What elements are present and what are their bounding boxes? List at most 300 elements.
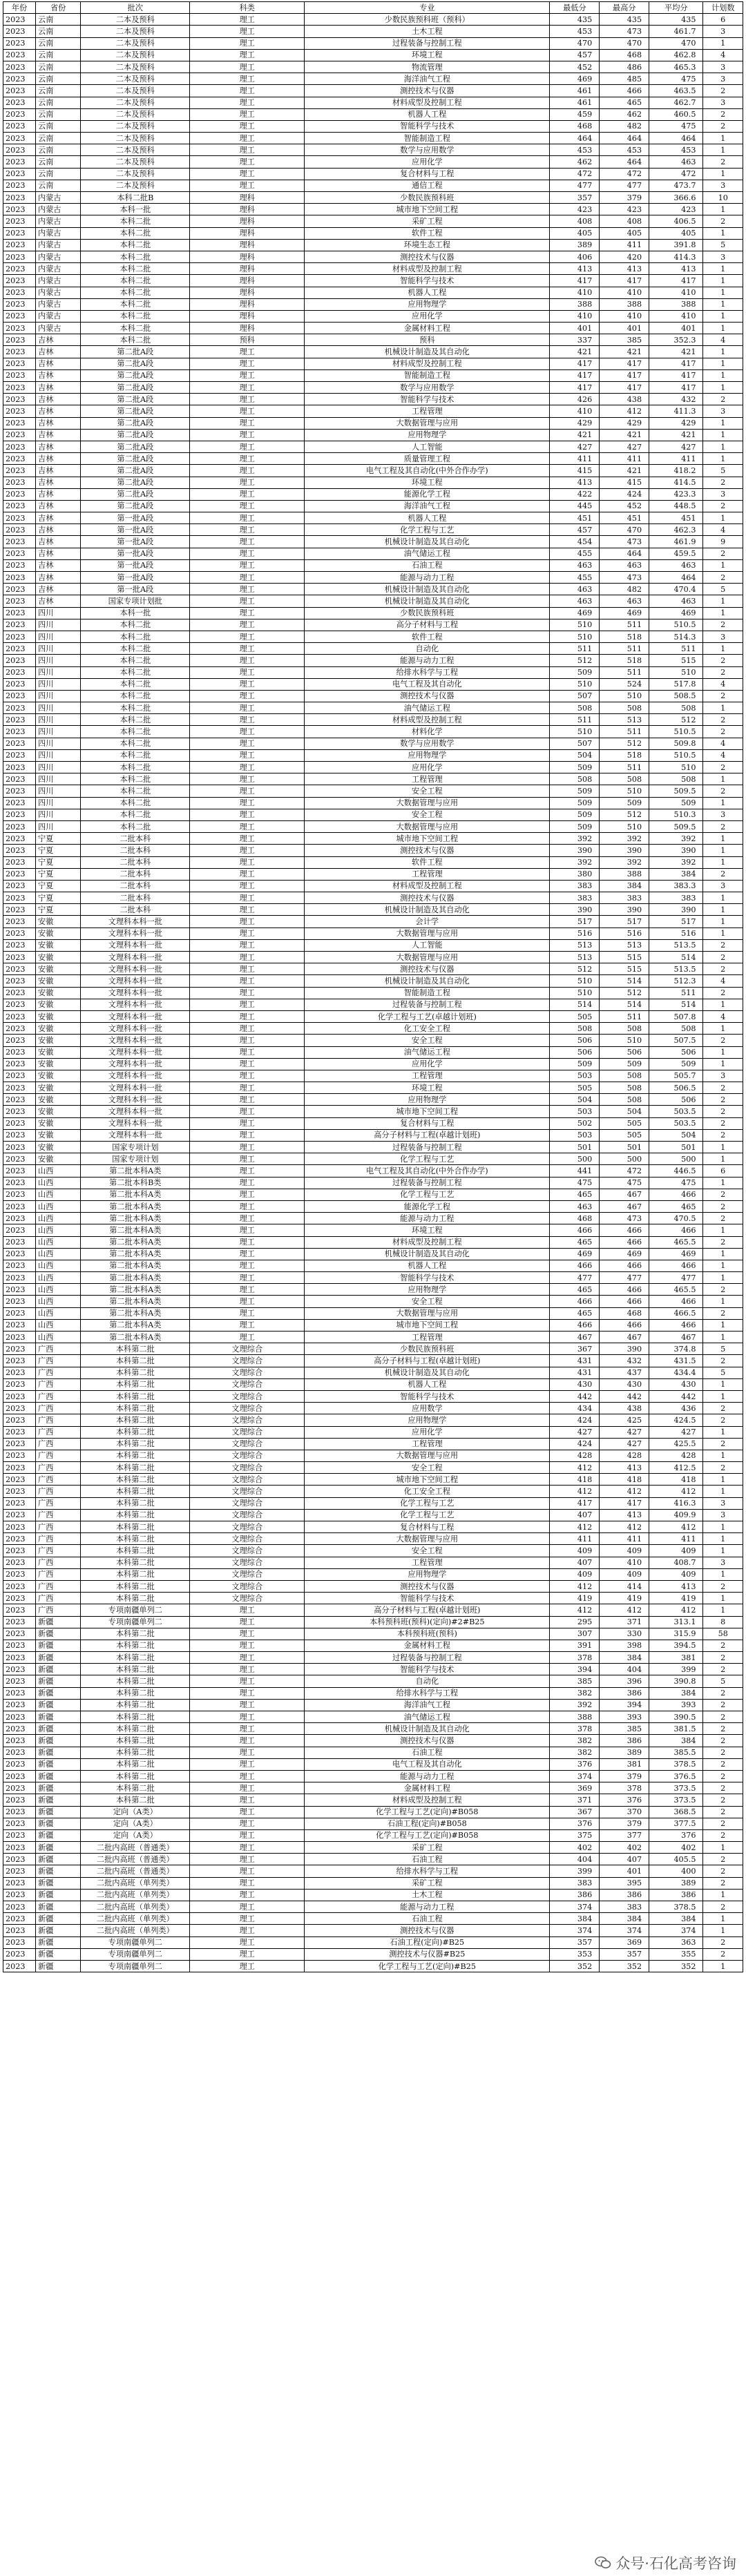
cell-province: 四川 <box>36 809 81 820</box>
cell-plan-count: 5 <box>703 1367 743 1378</box>
cell-avg-score: 514 <box>649 999 703 1010</box>
cell-max-score: 409 <box>600 1568 649 1580</box>
cell-max-score: 379 <box>600 1818 649 1829</box>
cell-plan-count: 1 <box>703 1842 743 1854</box>
table-row <box>3 1521 743 1533</box>
cell-min-score: 463 <box>550 559 600 571</box>
cell-province: 广西 <box>36 1414 81 1426</box>
cell-plan-count: 2 <box>703 548 743 559</box>
cell-year: 2023 <box>3 584 36 595</box>
cell-category: 理工 <box>190 156 305 168</box>
cell-max-score: 470 <box>600 524 649 536</box>
table-row <box>3 1889 743 1901</box>
cell-batch: 本科二批 <box>81 251 190 262</box>
table-row <box>3 453 743 465</box>
cell-year: 2023 <box>3 1224 36 1236</box>
cell-category: 文理综合 <box>190 1390 305 1402</box>
cell-major: 少数民族预科班 <box>305 1343 550 1355</box>
cell-province: 内蒙古 <box>36 287 81 298</box>
cell-plan-count: 2 <box>703 762 743 773</box>
cell-batch: 本科第二批 <box>81 1628 190 1640</box>
cell-major: 材料成型及控制工程 <box>305 1794 550 1806</box>
cell-batch: 专项南疆单列二 <box>81 1948 190 1960</box>
cell-province: 新疆 <box>36 1794 81 1806</box>
cell-category: 理工 <box>190 690 305 702</box>
cell-max-score: 512 <box>600 738 649 749</box>
cell-avg-score: 352.3 <box>649 334 703 346</box>
cell-category: 理工 <box>190 1687 305 1699</box>
cell-min-score: 511 <box>550 714 600 726</box>
cell-avg-score: 352 <box>649 1960 703 1972</box>
cell-max-score: 514 <box>600 975 649 987</box>
cell-category: 文理综合 <box>190 1367 305 1378</box>
cell-category: 理工 <box>190 453 305 465</box>
cell-year: 2023 <box>3 1378 36 1390</box>
cell-batch: 二本及预科 <box>81 156 190 168</box>
cell-major: 人工智能 <box>305 939 550 951</box>
cell-avg-score: 475 <box>649 73 703 85</box>
cell-province: 四川 <box>36 643 81 655</box>
table-row <box>3 939 743 951</box>
cell-avg-score: 461.9 <box>649 536 703 548</box>
cell-province: 广西 <box>36 1568 81 1580</box>
cell-major: 软件工程 <box>305 856 550 868</box>
cell-major: 金属材料工程 <box>305 1782 550 1794</box>
cell-max-score: 410 <box>600 287 649 298</box>
cell-avg-score: 385.5 <box>649 1747 703 1758</box>
cell-category: 理工 <box>190 1046 305 1058</box>
cell-min-score: 468 <box>550 120 600 132</box>
cell-year: 2023 <box>3 1236 36 1248</box>
cell-province: 内蒙古 <box>36 204 81 215</box>
cell-year: 2023 <box>3 287 36 298</box>
cell-max-score: 485 <box>600 73 649 85</box>
cell-batch: 二批本科 <box>81 904 190 916</box>
cell-major: 电气工程及其自动化(中外合作办学) <box>305 1165 550 1177</box>
cell-major: 大数据管理与应用 <box>305 797 550 809</box>
cell-plan-count: 1 <box>703 133 743 144</box>
cell-province: 四川 <box>36 762 81 773</box>
cell-max-score: 515 <box>600 952 649 963</box>
cell-batch: 本科二批 <box>81 287 190 298</box>
cell-category: 理工 <box>190 939 305 951</box>
cell-min-score: 452 <box>550 61 600 73</box>
cell-avg-score: 448.5 <box>649 500 703 512</box>
cell-year: 2023 <box>3 690 36 702</box>
cell-min-score: 415 <box>550 465 600 477</box>
cell-province: 广西 <box>36 1426 81 1438</box>
cell-year: 2023 <box>3 1082 36 1094</box>
cell-max-score: 389 <box>600 1747 649 1758</box>
cell-min-score: 378 <box>550 1652 600 1664</box>
table-row <box>3 334 743 346</box>
cell-max-score: 412 <box>600 1521 649 1533</box>
cell-min-score: 431 <box>550 1355 600 1367</box>
cell-plan-count: 5 <box>703 1343 743 1355</box>
table-row <box>3 1343 743 1355</box>
cell-plan-count: 2 <box>703 1782 743 1794</box>
table-row <box>3 500 743 512</box>
table-row <box>3 690 743 702</box>
cell-avg-score: 411 <box>649 453 703 465</box>
cell-year: 2023 <box>3 215 36 227</box>
cell-plan-count: 4 <box>703 738 743 749</box>
cell-major: 油气储运工程 <box>305 548 550 559</box>
cell-min-score: 505 <box>550 1010 600 1022</box>
cell-major: 化学工程与工艺 <box>305 1189 550 1200</box>
cell-category: 文理综合 <box>190 1414 305 1426</box>
cell-category: 理工 <box>190 833 305 845</box>
table-row <box>3 749 743 761</box>
cell-year: 2023 <box>3 37 36 49</box>
cell-batch: 第二批本科A类 <box>81 1213 190 1224</box>
cell-min-score: 378 <box>550 1723 600 1735</box>
cell-max-score: 473 <box>600 572 649 584</box>
cell-major: 材料成型及控制工程 <box>305 358 550 369</box>
cell-max-score: 510 <box>600 785 649 797</box>
cell-batch: 本科第二批 <box>81 1367 190 1378</box>
cell-year: 2023 <box>3 1462 36 1474</box>
cell-avg-score: 431.5 <box>649 1355 703 1367</box>
cell-category: 理工 <box>190 1213 305 1224</box>
cell-batch: 文理科本科一批 <box>81 987 190 999</box>
cell-year: 2023 <box>3 1818 36 1829</box>
cell-major: 测控技术与仪器 <box>305 1925 550 1936</box>
cell-max-score: 385 <box>600 334 649 346</box>
cell-major: 土木工程 <box>305 1889 550 1901</box>
cell-category: 文理综合 <box>190 1580 305 1592</box>
cell-year: 2023 <box>3 559 36 571</box>
cell-avg-score: 453 <box>649 144 703 156</box>
table-row <box>3 845 743 856</box>
cell-max-score: 424 <box>600 488 649 500</box>
cell-province: 新疆 <box>36 1735 81 1747</box>
cell-min-score: 385 <box>550 1675 600 1687</box>
cell-min-score: 442 <box>550 1390 600 1402</box>
cell-plan-count: 1 <box>703 559 743 571</box>
cell-major: 城市地下空间工程 <box>305 204 550 215</box>
cell-major: 少数民族预科班（预科） <box>305 14 550 26</box>
cell-category: 预科 <box>190 334 305 346</box>
cell-category: 理工 <box>190 73 305 85</box>
cell-batch: 本科二批 <box>81 239 190 251</box>
table-row <box>3 251 743 262</box>
cell-min-score: 412 <box>550 1486 600 1497</box>
cell-year: 2023 <box>3 643 36 655</box>
cell-avg-score: 510.5 <box>649 726 703 738</box>
table-row <box>3 477 743 488</box>
cell-province: 内蒙古 <box>36 215 81 227</box>
cell-category: 理工 <box>190 1616 305 1628</box>
cell-avg-score: 510.3 <box>649 809 703 820</box>
cell-category: 理工 <box>190 809 305 820</box>
cell-batch: 第二批A段 <box>81 453 190 465</box>
cell-max-score: 466 <box>600 1319 649 1331</box>
cell-min-score: 337 <box>550 334 600 346</box>
cell-major: 城市地下空间工程 <box>305 1319 550 1331</box>
cell-province: 新疆 <box>36 1758 81 1770</box>
cell-min-score: 421 <box>550 346 600 358</box>
cell-year: 2023 <box>3 1213 36 1224</box>
cell-min-score: 428 <box>550 1450 600 1461</box>
cell-category: 文理综合 <box>190 1568 305 1580</box>
cell-avg-score: 470.4 <box>649 584 703 595</box>
cell-province: 四川 <box>36 690 81 702</box>
cell-min-score: 417 <box>550 382 600 394</box>
cell-min-score: 352 <box>550 1960 600 1972</box>
cell-avg-score: 461.7 <box>649 26 703 37</box>
cell-plan-count: 3 <box>703 251 743 262</box>
cell-min-score: 509 <box>550 785 600 797</box>
table-row <box>3 1557 743 1568</box>
cell-major: 采矿工程 <box>305 1842 550 1854</box>
table-row <box>3 1307 743 1319</box>
cell-min-score: 424 <box>550 1438 600 1450</box>
table-row <box>3 1450 743 1461</box>
table-row <box>3 394 743 405</box>
cell-avg-score: 462.7 <box>649 97 703 108</box>
cell-year: 2023 <box>3 323 36 334</box>
table-row <box>3 1877 743 1889</box>
cell-category: 理工 <box>190 548 305 559</box>
cell-batch: 二本及预科 <box>81 120 190 132</box>
cell-plan-count: 3 <box>703 809 743 820</box>
cell-province: 安徽 <box>36 939 81 951</box>
cell-min-score: 463 <box>550 595 600 607</box>
cell-category: 理科 <box>190 310 305 322</box>
cell-category: 理工 <box>190 144 305 156</box>
cell-year: 2023 <box>3 1248 36 1260</box>
cell-batch: 文理科本科一批 <box>81 1035 190 1046</box>
cell-plan-count: 2 <box>703 1854 743 1865</box>
cell-batch: 本科二批 <box>81 334 190 346</box>
cell-category: 理工 <box>190 1177 305 1189</box>
cell-avg-score: 414.5 <box>649 477 703 488</box>
cell-category: 理工 <box>190 999 305 1010</box>
cell-major: 应用物理学 <box>305 1284 550 1296</box>
cell-avg-score: 509 <box>649 797 703 809</box>
cell-max-score: 390 <box>600 1343 649 1355</box>
cell-year: 2023 <box>3 868 36 880</box>
cell-province: 山西 <box>36 1236 81 1248</box>
cell-major: 大数据管理与应用 <box>305 820 550 832</box>
cell-province: 安徽 <box>36 1035 81 1046</box>
cell-min-score: 382 <box>550 1747 600 1758</box>
cell-category: 理工 <box>190 429 305 441</box>
cell-plan-count: 2 <box>703 1403 743 1414</box>
cell-province: 内蒙古 <box>36 310 81 322</box>
cell-avg-score: 423 <box>649 204 703 215</box>
cell-province: 新疆 <box>36 1901 81 1913</box>
cell-min-score: 465 <box>550 1307 600 1319</box>
cell-min-score: 413 <box>550 263 600 275</box>
cell-province: 云南 <box>36 108 81 120</box>
table-row <box>3 1296 743 1307</box>
cell-year: 2023 <box>3 239 36 251</box>
cell-major: 智能制造工程 <box>305 369 550 381</box>
cell-province: 四川 <box>36 726 81 738</box>
cell-batch: 文理科本科一批 <box>81 1023 190 1035</box>
table-row <box>3 180 743 191</box>
cell-major: 化学工程与工艺 <box>305 524 550 536</box>
table-row <box>3 156 743 168</box>
cell-category: 理工 <box>190 85 305 97</box>
cell-max-score: 413 <box>600 263 649 275</box>
table-row <box>3 405 743 417</box>
cell-category: 理工 <box>190 97 305 108</box>
cell-min-score: 374 <box>550 1901 600 1913</box>
cell-min-score: 382 <box>550 1687 600 1699</box>
cell-max-score: 516 <box>600 927 649 939</box>
cell-min-score: 509 <box>550 809 600 820</box>
table-row <box>3 1355 743 1367</box>
cell-min-score: 466 <box>550 1296 600 1307</box>
cell-avg-score: 424.5 <box>649 1414 703 1426</box>
table-row <box>3 1925 743 1936</box>
cell-batch: 第二批A段 <box>81 465 190 477</box>
cell-min-score: 423 <box>550 204 600 215</box>
cell-major: 少数民族预科班 <box>305 607 550 619</box>
cell-plan-count: 1 <box>703 702 743 714</box>
cell-min-score: 500 <box>550 1153 600 1165</box>
cell-year: 2023 <box>3 1925 36 1936</box>
cell-batch: 二本及预科 <box>81 144 190 156</box>
cell-province: 四川 <box>36 797 81 809</box>
cell-min-score: 507 <box>550 690 600 702</box>
cell-avg-score: 512.3 <box>649 975 703 987</box>
cell-avg-score: 390 <box>649 845 703 856</box>
cell-avg-score: 412 <box>649 1521 703 1533</box>
cell-plan-count: 3 <box>703 61 743 73</box>
cell-max-score: 407 <box>600 1854 649 1865</box>
cell-min-score: 371 <box>550 1794 600 1806</box>
cell-year: 2023 <box>3 1913 36 1925</box>
cell-plan-count: 2 <box>703 1117 743 1129</box>
cell-max-score: 427 <box>600 1438 649 1450</box>
cell-year: 2023 <box>3 1960 36 1972</box>
cell-year: 2023 <box>3 655 36 666</box>
cell-major: 物流管理 <box>305 61 550 73</box>
cell-year: 2023 <box>3 572 36 584</box>
cell-category: 理工 <box>190 133 305 144</box>
cell-max-score: 377 <box>600 1829 649 1841</box>
cell-min-score: 421 <box>550 429 600 441</box>
cell-min-score: 417 <box>550 1497 600 1509</box>
cell-max-score: 409 <box>600 1545 649 1557</box>
cell-province: 新疆 <box>36 1829 81 1841</box>
cell-year: 2023 <box>3 263 36 275</box>
cell-max-score: 435 <box>600 14 649 26</box>
cell-category: 理工 <box>190 168 305 180</box>
cell-category: 理工 <box>190 1307 305 1319</box>
cell-min-score: 399 <box>550 1865 600 1877</box>
cell-year: 2023 <box>3 1664 36 1675</box>
table-row <box>3 1319 743 1331</box>
cell-province: 内蒙古 <box>36 251 81 262</box>
cell-year: 2023 <box>3 168 36 180</box>
cell-max-score: 464 <box>600 548 649 559</box>
cell-min-score: 429 <box>550 417 600 429</box>
cell-category: 文理综合 <box>190 1533 305 1545</box>
cell-province: 四川 <box>36 655 81 666</box>
cell-avg-score: 462.3 <box>649 524 703 536</box>
cell-batch: 本科第二批 <box>81 1747 190 1758</box>
cell-year: 2023 <box>3 773 36 785</box>
cell-province: 内蒙古 <box>36 227 81 239</box>
cell-category: 理工 <box>190 1794 305 1806</box>
cell-plan-count: 1 <box>703 287 743 298</box>
cell-plan-count: 2 <box>703 726 743 738</box>
cell-max-score: 453 <box>600 144 649 156</box>
cell-batch: 本科二批 <box>81 797 190 809</box>
cell-major: 机械设计制造及其自动化 <box>305 904 550 916</box>
cell-plan-count: 1 <box>703 263 743 275</box>
cell-min-score: 513 <box>550 952 600 963</box>
cell-min-score: 453 <box>550 26 600 37</box>
cell-min-score: 374 <box>550 1925 600 1936</box>
cell-batch: 二批内高班（单列类） <box>81 1913 190 1925</box>
cell-year: 2023 <box>3 204 36 215</box>
cell-year: 2023 <box>3 1450 36 1461</box>
cell-province: 四川 <box>36 631 81 642</box>
cell-min-score: 508 <box>550 773 600 785</box>
cell-avg-score: 406.5 <box>649 215 703 227</box>
wechat-icon <box>595 2556 611 2570</box>
cell-major: 工程管理 <box>305 405 550 417</box>
cell-plan-count: 1 <box>703 1272 743 1284</box>
cell-max-score: 401 <box>600 323 649 334</box>
cell-batch: 第一批A段 <box>81 524 190 536</box>
cell-year: 2023 <box>3 180 36 191</box>
cell-batch: 二批本科 <box>81 868 190 880</box>
cell-avg-score: 469 <box>649 607 703 619</box>
cell-plan-count: 4 <box>703 49 743 61</box>
cell-province: 吉林 <box>36 548 81 559</box>
cell-plan-count: 1 <box>703 1521 743 1533</box>
cell-max-score: 421 <box>600 465 649 477</box>
cell-province: 广西 <box>36 1474 81 1486</box>
cell-batch: 文理科本科一批 <box>81 1117 190 1129</box>
cell-year: 2023 <box>3 1189 36 1200</box>
table-row <box>3 1332 743 1343</box>
cell-max-score: 404 <box>600 1664 649 1675</box>
cell-province: 吉林 <box>36 584 81 595</box>
cell-min-score: 506 <box>550 1035 600 1046</box>
cell-min-score: 375 <box>550 1829 600 1841</box>
admission-score-table <box>3 1 743 1972</box>
cell-plan-count: 1 <box>703 346 743 358</box>
cell-min-score: 374 <box>550 1770 600 1782</box>
cell-year: 2023 <box>3 1901 36 1913</box>
cell-category: 理工 <box>190 1189 305 1200</box>
table-row <box>3 1153 743 1165</box>
cell-plan-count: 3 <box>703 1557 743 1568</box>
table-row <box>3 785 743 797</box>
cell-province: 广西 <box>36 1438 81 1450</box>
cell-avg-score: 505.7 <box>649 1070 703 1082</box>
cell-batch: 第二批本科A类 <box>81 1224 190 1236</box>
cell-min-score: 457 <box>550 524 600 536</box>
cell-category: 理工 <box>190 1117 305 1129</box>
cell-category: 理工 <box>190 1806 305 1818</box>
cell-plan-count: 4 <box>703 524 743 536</box>
cell-batch: 专项南疆单列二 <box>81 1616 190 1628</box>
cell-avg-score: 464 <box>649 572 703 584</box>
cell-province: 广西 <box>36 1533 81 1545</box>
cell-min-score: 461 <box>550 97 600 108</box>
cell-year: 2023 <box>3 963 36 975</box>
cell-plan-count: 3 <box>703 1509 743 1521</box>
